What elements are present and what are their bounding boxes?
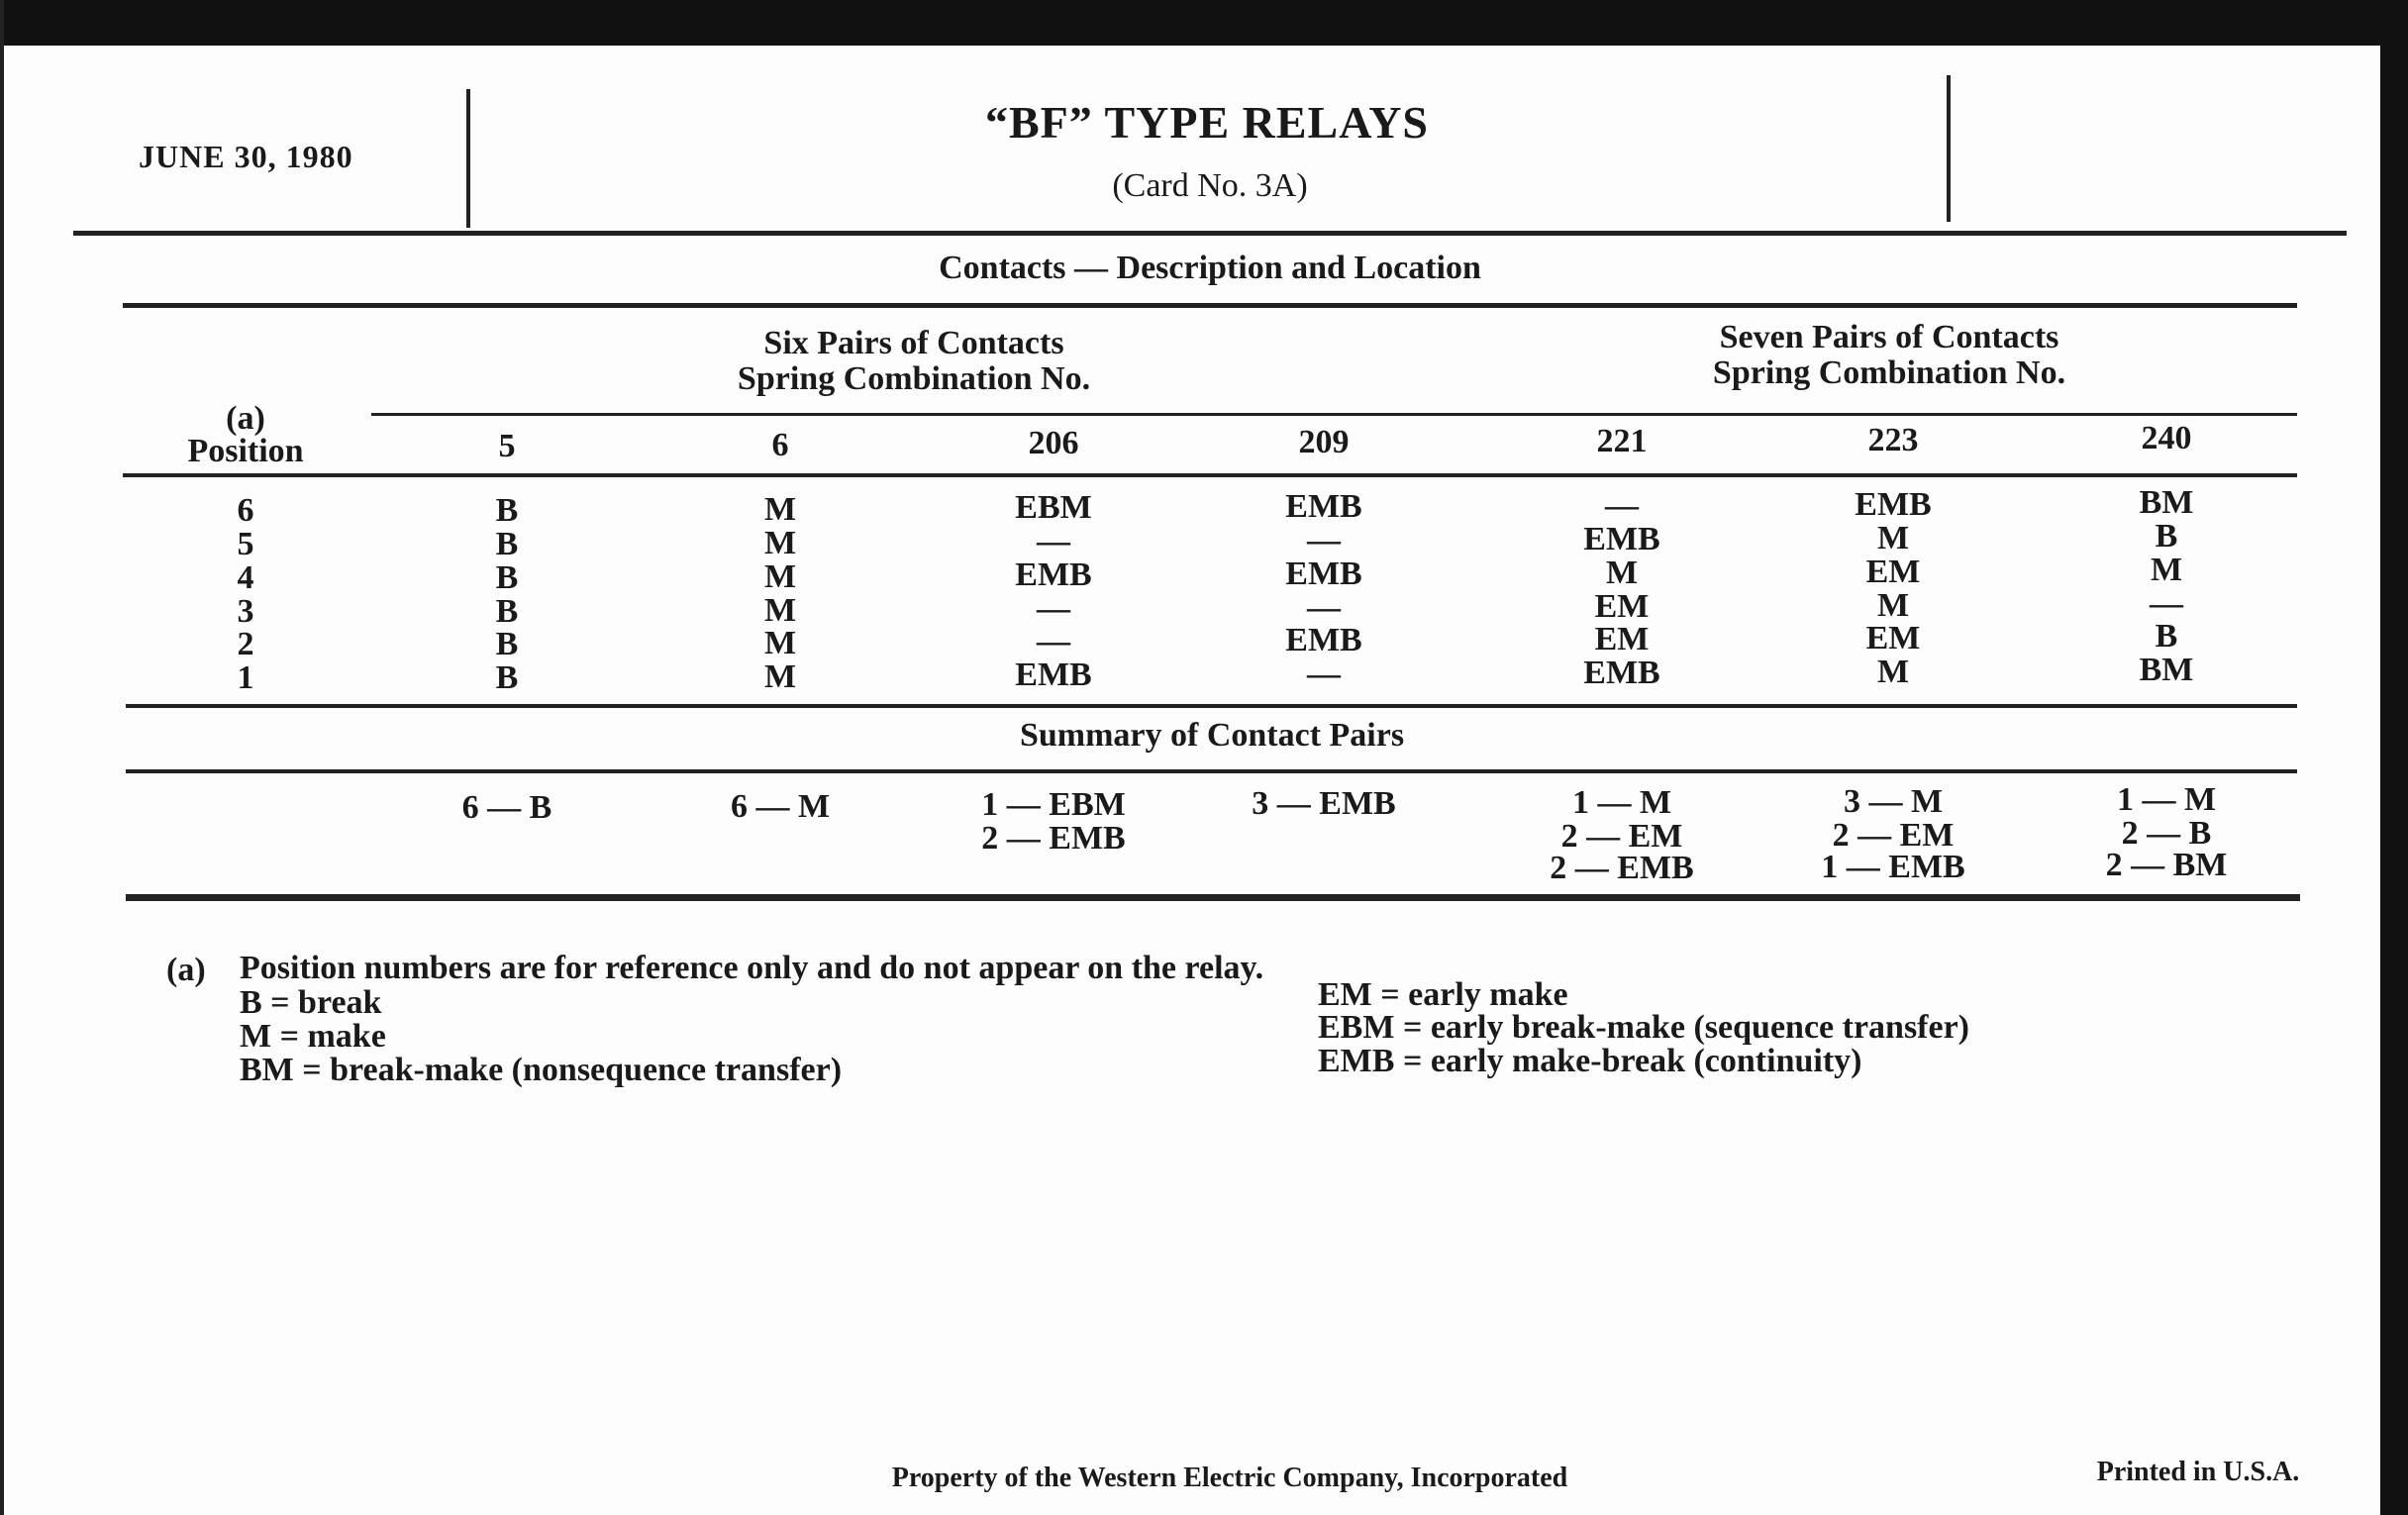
table-cell: EM [1865,553,1921,590]
summary-entry: 3 — M [1843,782,1944,820]
table-cell: B [495,559,519,596]
position-label: 1 [237,659,254,696]
column-header-5: 5 [498,428,516,464]
column-header-223: 223 [1867,421,1919,458]
card-date: JUNE 30, 1980 [139,139,353,174]
table-cell: EMB [1015,556,1092,594]
position-label: 2 [237,626,254,662]
table-cell: EMB [1855,485,1932,523]
table-cell: — [1037,590,1070,628]
group-seven-line2: Spring Combination No. [1712,354,2066,391]
table-cell: EM [1865,619,1921,656]
table-cell: — [1307,656,1341,693]
legend-bm: BM = break-make (nonsequence transfer) [240,1052,843,1088]
table-cell: BM [2139,484,2194,522]
header-bottom-rule [123,473,2297,477]
position-label: 6 [237,492,254,529]
column-header-240: 240 [2141,420,2192,457]
table-cell: M [763,524,797,561]
summary-entry: 1 — M [2116,781,2217,819]
legend-b: B = break [240,984,382,1021]
table-cell: B [2155,618,2178,656]
table-cell: — [1037,623,1070,660]
position-header-note: (a) [226,400,265,437]
table-cell: EM [1594,620,1650,657]
header-divider-left [466,89,470,228]
table-cell: B [495,659,519,696]
scan-border-left [0,0,4,1515]
position-label: 5 [237,526,254,562]
summary-top-rule [126,769,2297,773]
summary-entry: 2 — EM [1832,816,1955,854]
summary-entry: 2 — BM [2105,847,2228,884]
summary-entry: 2 — EM [1560,817,1683,855]
table-cell: M [1876,586,1910,624]
legend-ebm: EBM = early break-make (sequence transfer) [1318,1009,1970,1046]
table-cell: B [495,593,519,630]
table-cell: EMB [1285,556,1362,593]
table-cell: EMB [1583,520,1660,557]
group-six-line1: Six Pairs of Contacts [763,325,1064,361]
footer-printed: Printed in U.S.A. [2096,1457,2300,1487]
table-cell: B [495,492,519,529]
legend-m: M = make [240,1018,386,1055]
group-six-line2: Spring Combination No. [737,360,1091,397]
table-cell: M [1876,519,1910,556]
table-cell: B [495,526,519,562]
position-label: 3 [237,593,254,630]
scan-border-right [2380,0,2408,1515]
table-cell: M [763,624,797,661]
table-cell: M [763,591,797,629]
table-cell: — [1307,522,1341,559]
table-cell: EMB [1285,622,1362,659]
summary-entry: 1 — EBM [981,786,1126,824]
body-bottom-rule [126,704,2297,708]
table-cell: M [763,557,797,595]
summary-entry: 6 — M [730,787,831,825]
table-cell: M [1605,554,1639,591]
position-header: Position [187,433,304,469]
footer-property: Property of the Western Electric Company, Incorporated [891,1463,1568,1493]
group-rule [371,413,2297,416]
column-header-206: 206 [1028,425,1079,462]
table-top-rule [123,303,2297,308]
table-cell: EBM [1015,489,1092,527]
table-cell: M [763,657,797,695]
table-cell: BM [2139,652,2194,689]
group-seven-line1: Seven Pairs of Contacts [1719,319,2059,355]
column-header-209: 209 [1298,424,1350,461]
table-cell: — [1307,589,1341,627]
summary-entry: 2 — B [2121,815,2212,853]
note-marker: (a) [166,952,206,988]
table-cell: — [1037,523,1070,560]
table-cell: — [1605,486,1639,524]
summary-entry: 3 — EMB [1252,785,1396,823]
summary-entry: 2 — EMB [1550,849,1694,886]
summary-entry: 1 — EMB [1821,848,1965,885]
header-rule [73,231,2347,236]
header-divider-right [1947,75,1951,222]
section-title: Contacts — Description and Location [939,250,1481,286]
table-cell: EMB [1583,654,1660,691]
card-title: “BF” TYPE RELAYS [984,97,1430,148]
column-header-6: 6 [771,426,789,463]
table-bottom-rule [126,894,2300,901]
table-cell: B [495,626,519,662]
column-header-221: 221 [1596,422,1648,459]
legend-em: EM = early make [1318,976,1568,1013]
note-text: Position numbers are for reference only and do not appear on the relay. [240,950,1264,986]
card-subtitle: (Card No. 3A) [1112,167,1308,204]
summary-entry: 6 — B [461,789,552,826]
table-cell: EMB [1285,488,1362,526]
summary-title: Summary of Contact Pairs [1019,717,1405,754]
table-cell: M [763,490,797,528]
table-cell: M [1876,653,1910,690]
table-cell: EM [1594,587,1650,625]
table-cell: EMB [1015,656,1092,694]
summary-entry: 1 — M [1571,783,1672,821]
legend-emb: EMB = early make-break (continuity) [1318,1043,1862,1079]
scan-border-top [0,0,2408,46]
position-label: 4 [237,559,254,596]
table-cell: M [2150,552,2183,589]
table-cell: B [2155,518,2178,556]
table-cell: — [2150,585,2183,623]
summary-entry: 2 — EMB [981,820,1126,858]
